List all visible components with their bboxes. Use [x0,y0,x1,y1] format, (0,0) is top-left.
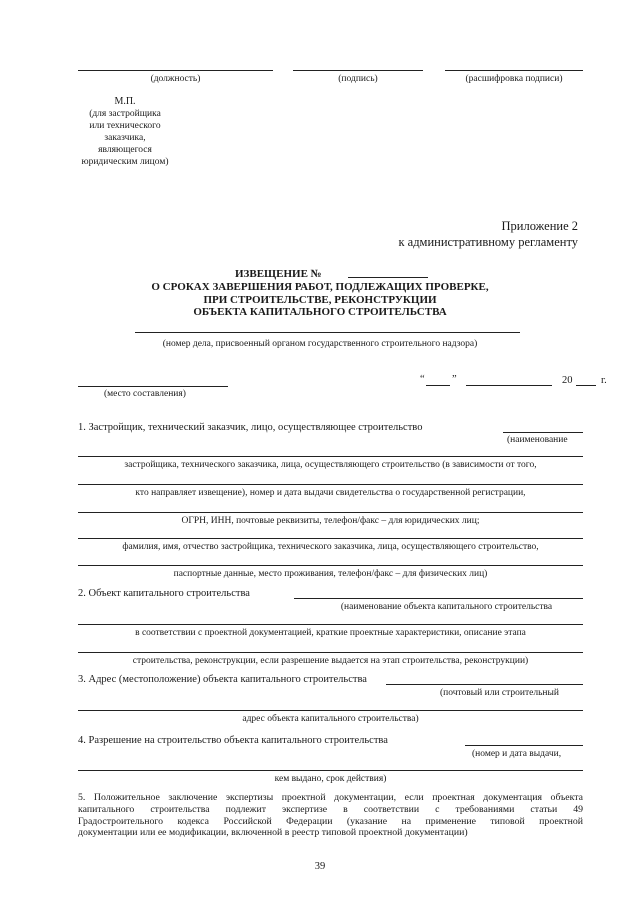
signature-line [293,70,423,71]
subtitle-line: ПРИ СТРОИТЕЛЬСТВЕ, РЕКОНСТРУКЦИИ [203,293,437,306]
section-3-label: 3. Адрес (местоположение) объекта капитального строительства [78,674,367,685]
section-1-line [78,565,583,566]
stamp-line: являющегося [98,145,152,155]
notice-title: ИЗВЕЩЕНИЕ № [235,268,322,280]
section-2-caption: строительства, реконструкции, если разрешение выдается на этап строительства, реконструкции) [132,656,529,666]
date-day-close-quote: ” [452,374,457,385]
section-2-line [78,652,583,653]
section-1-caption: ОГРН, ИНН, почтовые реквизиты, телефон/факс – для юридических лиц; [181,516,480,526]
section-1-line [78,538,583,539]
stamp-line: заказчика, [104,133,146,143]
stamp-note [70,96,180,168]
date-year-line [576,385,596,386]
notice-number-line [348,277,428,278]
section-1-line [78,512,583,513]
page-number: 39 [314,861,326,872]
stamp-line: юридическим лицом) [81,157,169,167]
stamp-line: или технического [89,121,161,131]
case-number-caption: (номер дела, присвоенный органом государственного строительного надзора) [162,339,478,349]
section-4-line [465,745,583,746]
section-2-line [78,624,583,625]
section-4-line [78,770,583,771]
appendix-heading [398,218,578,250]
section-1-line [78,456,583,457]
section-5-line: 5. Положительное заключение экспертизы проектной документации, если проектная документация объекта [78,792,583,803]
section-2-label: 2. Объект капитального строительства [78,588,250,599]
section-1-line [78,484,583,485]
case-number-line [135,332,520,333]
section-4-label: 4. Разрешение на строительство объекта капитального строительства [78,735,388,746]
date-year-prefix: 20 [562,375,573,386]
section-1-caption: (наименование [507,435,568,445]
signature-caption: (подпись) [338,74,378,84]
date-month-line [466,385,552,386]
section-1-line [503,432,583,433]
section-3-caption: (почтовый или строительный [440,688,559,698]
decode-caption: (расшифровка подписи) [465,74,563,84]
section-5-line: Градостроительного кодекса Российской Федерации (указание на применение типовой проектной [78,815,583,827]
section-1-caption: кто направляет извещение), номер и дата выдачи свидетельства о государственной регистрации, [135,488,526,498]
appendix-reference: к административному регламенту [398,235,578,249]
position-caption: (должность) [150,74,201,84]
date-day-line [426,385,450,386]
section-2-line [294,598,583,599]
section-2-caption: (наименование объекта капитального строительства [340,602,553,612]
stamp-line: М.П. [114,96,136,107]
subtitle-line: ОБЪЕКТА КАПИТАЛЬНОГО СТРОИТЕЛЬСТВА [193,306,447,318]
section-4-caption: (номер и дата выдачи, [472,749,562,759]
position-line [78,70,273,71]
section-2-caption: в соответствии с проектной документацией, краткие проектные характеристики, описание этапа [135,628,526,638]
stamp-line: (для застройщика [89,109,161,119]
subtitle-line: О СРОКАХ ЗАВЕРШЕНИЯ РАБОТ, ПОДЛЕЖАЩИХ ПРОВЕРКЕ, [151,281,489,293]
section-1-caption: паспортные данные, место проживания, телефон/факс – для физических лиц) [173,569,488,579]
section-1-caption: фамилия, имя, отчество застройщика, технического заказчика, лица, осуществляющего строительство, [122,542,539,552]
section-5-line: документации или ее модификации, включенной в реестр типовой проектной документации) [78,827,468,839]
section-3-line [386,684,583,685]
place-caption: (место составления) [104,389,186,399]
section-1-label: 1. Застройщик, технический заказчик, лицо, осуществляющее строительство [78,422,423,433]
decode-line [445,70,583,71]
section-5-line: капитального строительства подлежит экспертизе в соответствии с требованиями статьи 49 [78,803,583,815]
section-3-caption: адрес объекта капитального строительства) [242,714,419,724]
section-4-caption: кем выдано, срок действия) [274,774,387,784]
notice-subtitle [60,281,580,319]
date-year-suffix: г. [601,375,607,386]
appendix-number: Приложение 2 [501,219,578,233]
date-day-open-quote: “ [420,374,425,385]
section-1-caption: застройщика, технического заказчика, лица, осуществляющего строительство (в зависимости от того, [124,460,537,470]
section-5-paragraph [78,792,583,839]
place-line [78,386,228,387]
section-3-line [78,710,583,711]
